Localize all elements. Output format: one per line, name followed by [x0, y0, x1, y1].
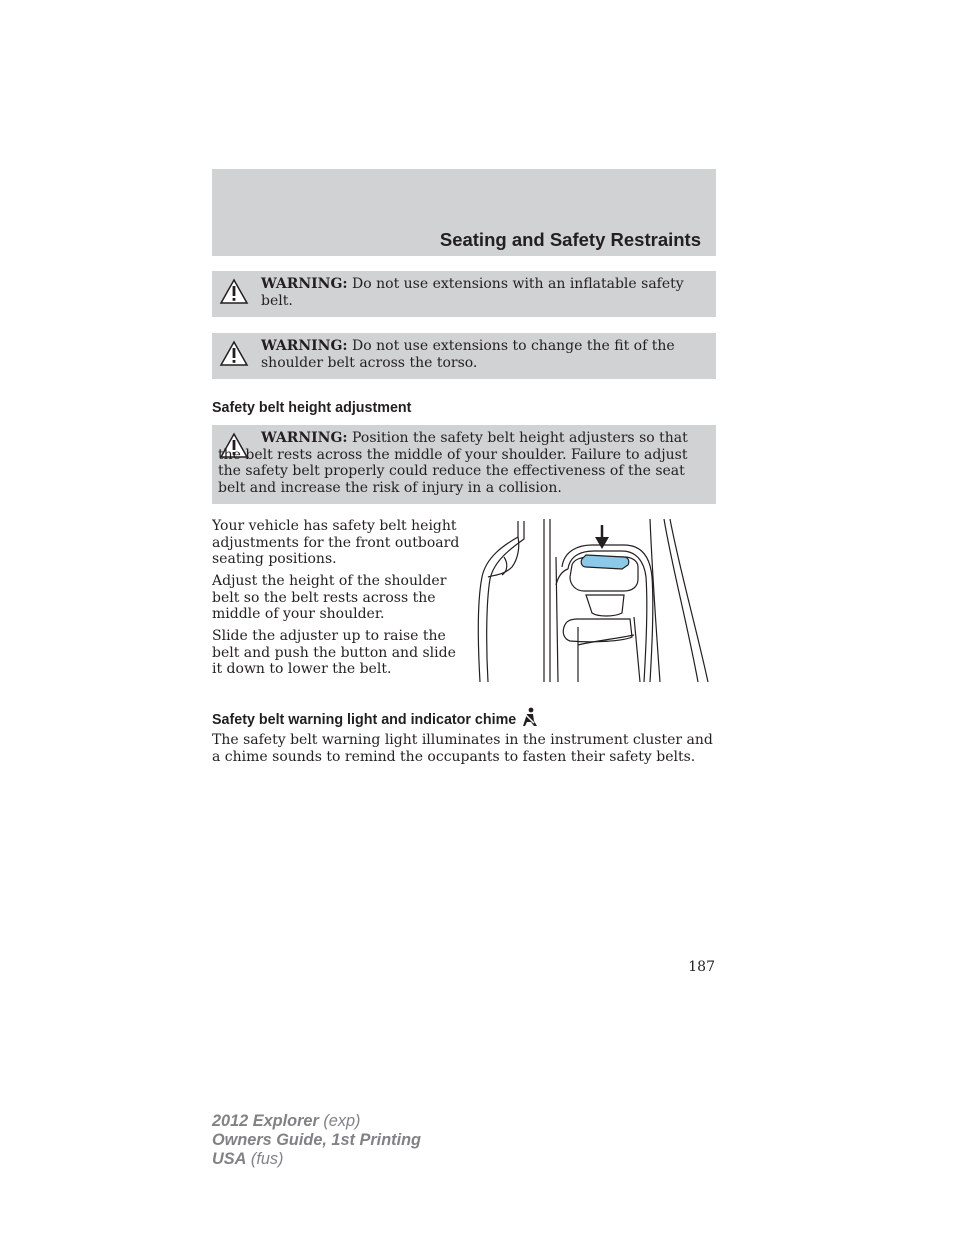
warning-triangle-icon — [219, 340, 249, 367]
warning-label: WARNING: — [261, 430, 348, 446]
warning-triangle-icon — [219, 278, 249, 305]
section-header-band — [212, 169, 716, 256]
footer-line-3: USA (fus) — [212, 1150, 284, 1168]
section-heading-height-adjustment: Safety belt height adjustment — [212, 400, 412, 416]
paragraph: The safety belt warning light illuminates in the instrument cluster and a chime sounds to remind the occupants to fasten their safety belts. — [212, 732, 713, 765]
warning-body: Do not use extensions with an inflatable safety belt. — [261, 276, 684, 309]
paragraph: Slide the adjuster up to raise the belt and push the button and slide it down to lower the belt. — [212, 628, 456, 677]
warning-body: Do not use extensions to change the fit of the shoulder belt across the torso. — [261, 338, 675, 371]
seat-belt-height-adjuster-illustration — [474, 517, 716, 685]
section-heading-warning-light — [212, 707, 538, 728]
warning-box-3 — [212, 425, 716, 504]
warning-text — [218, 430, 704, 496]
page-number: 187 — [688, 959, 715, 975]
heading-text: Safety belt warning light and indicator chime — [212, 712, 517, 728]
warning-label: WARNING: — [261, 276, 348, 292]
warning-body: Position the safety belt height adjusters so that the belt rests across the middle of your shoulder. Failure to adjust the safety belt properly could reduce the effectiveness of the seat belt and increase the risk of injury in a collision. — [218, 430, 688, 496]
warning-box-2 — [212, 333, 716, 379]
paragraph: Adjust the height of the shoulder belt so the belt rests across the middle of your shoulder. — [212, 573, 447, 622]
warning-text — [261, 338, 706, 371]
paragraph: Your vehicle has safety belt height adjustments for the front outboard seating positions. — [212, 518, 460, 567]
warning-label: WARNING: — [261, 338, 348, 354]
footer-line-2: Owners Guide, 1st Printing — [212, 1131, 421, 1149]
warning-text — [261, 276, 706, 309]
section-title: Seating and Safety Restraints — [439, 229, 701, 250]
seat-belt-warning-icon — [522, 707, 538, 727]
warning-box-1 — [212, 271, 716, 317]
footer-line-1: 2012 Explorer (exp) — [212, 1112, 361, 1130]
document-footer — [212, 1112, 421, 1169]
